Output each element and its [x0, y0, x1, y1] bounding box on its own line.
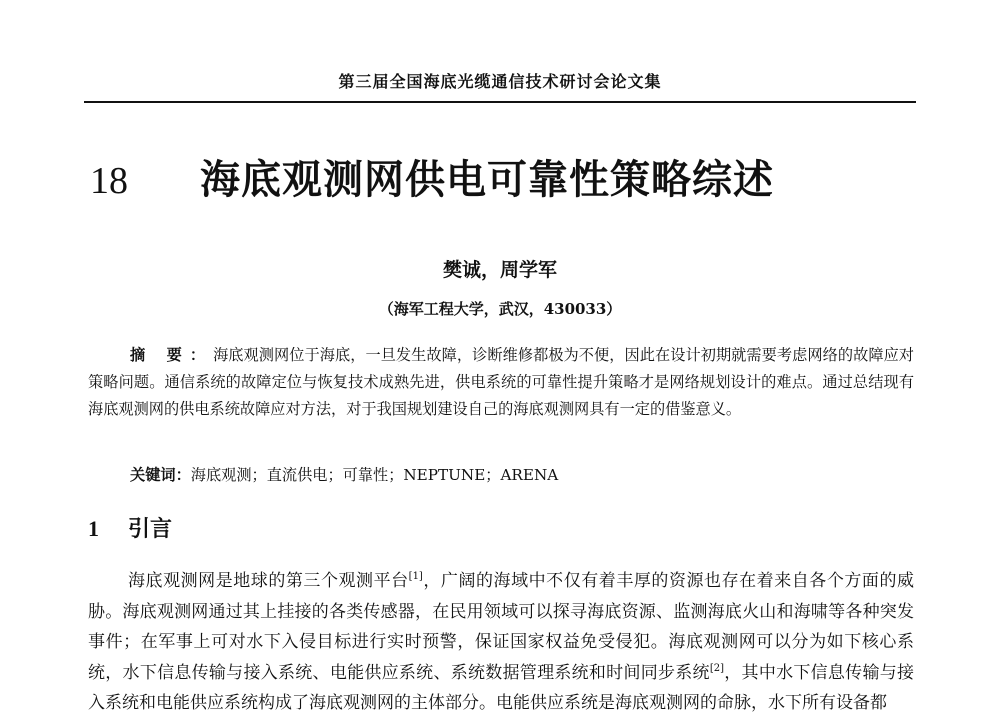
body-text-part3: ，其中水下信息传输与接入系统和电能供应系统构成了海底观测网的主体部分。电能供应系统是海底观测网的命脉，水下所有设备都 — [88, 662, 915, 713]
authors: 樊诚，周学军 — [442, 259, 557, 281]
affiliation: （海军工程大学，武汉，430033） — [378, 300, 622, 318]
section-number: 1 — [88, 516, 99, 541]
abstract — [88, 342, 914, 423]
chapter-number: 18 — [90, 160, 128, 202]
citation-2: [2] — [709, 662, 724, 674]
body-paragraph — [88, 566, 914, 719]
citation-1: [1] — [408, 571, 423, 582]
body-text-part2: ，广阔的海域中不仅有着丰厚的资源也存在着来自各个方面的威胁。海底观测网通过其上挂接的各类传感器，在民用领域可以探寻海底资源、监测海底火山和海啸等各种突发事件；在军事上可对水下入侵目标进行实时预警，保证国家权益免受侵犯。海底观测网可以分为如下核心系统，水下信息传输与接入系统、电能供应系统、系统数据管理系统和时间同步系统 — [88, 571, 915, 683]
abstract-text: 海底观测网位于海底，一旦发生故障，诊断维修都极为不便，因此在设计初期就需要考虑网络的故障应对策略问题。通信系统的故障定位与恢复技术成熟先进，供电系统的可靠性提升策略才是网络规划设计的难点。通过总结现有海底观测网的供电系统故障应对方法，对于我国规划建设自己的海底观测网具有一定的借鉴意义。 — [88, 346, 914, 418]
title-block — [90, 152, 910, 212]
section-heading — [88, 512, 172, 546]
body-text-part1: 海底观测网是地球的第三个观测平台 — [128, 571, 409, 591]
running-header: 第三届全国海底光缆通信技术研讨会论文集 — [338, 72, 662, 91]
keywords — [130, 462, 914, 489]
keywords-text: 海底观测；直流供电；可靠性；NEPTUNE；ARENA — [190, 466, 559, 484]
keywords-label: 关键词： — [130, 466, 191, 484]
abstract-label: 摘 要： — [130, 346, 214, 364]
section-title: 引言 — [128, 516, 173, 542]
paper-title: 海底观测网供电可靠性策略综述 — [200, 156, 774, 203]
header-rule — [84, 101, 916, 103]
